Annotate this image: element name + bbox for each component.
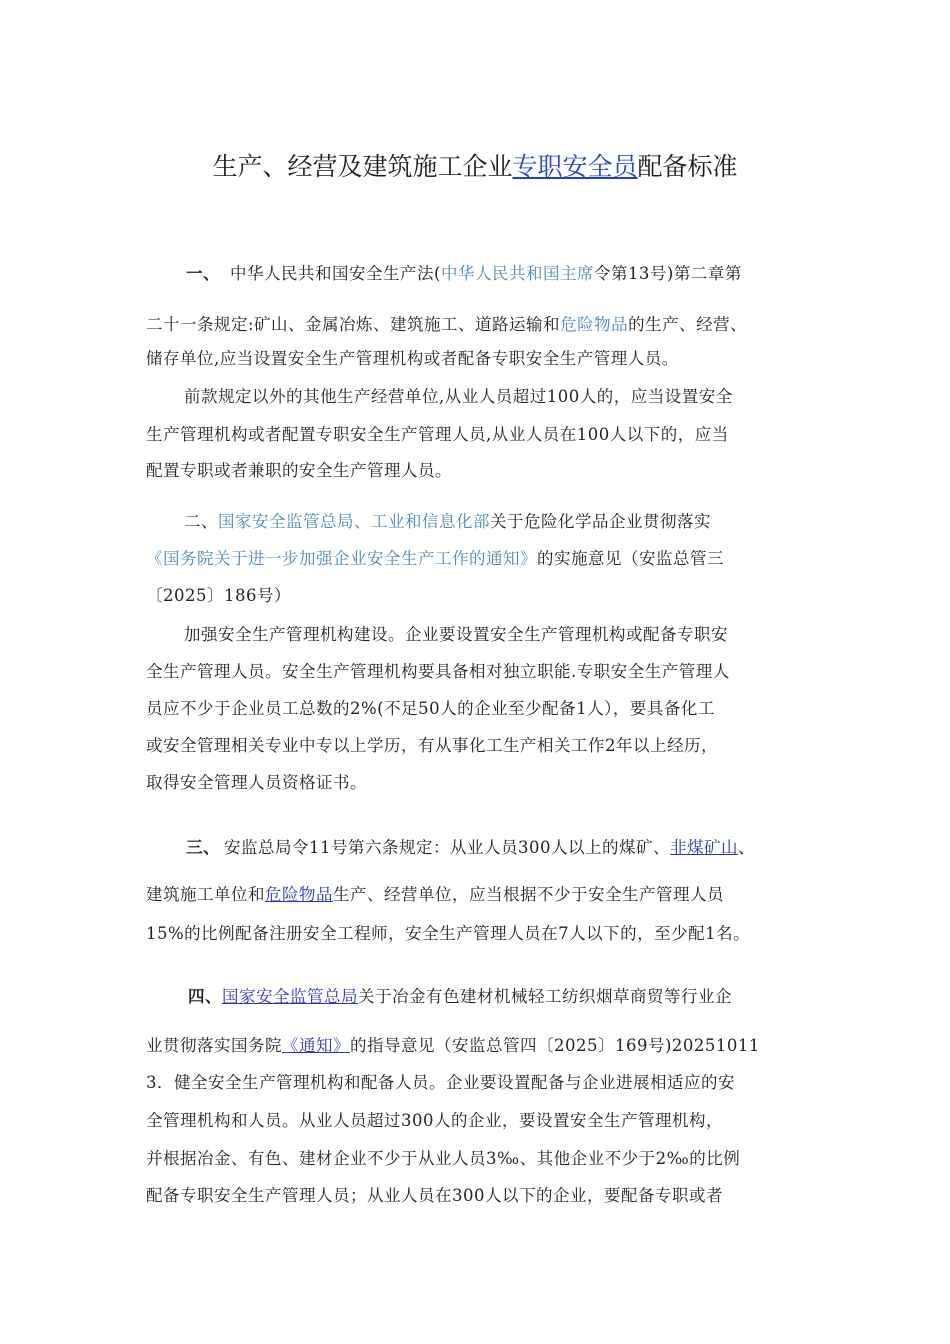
title-suffix: 配备标准 <box>637 152 738 181</box>
s3-text: 建筑施工单位和 <box>146 885 265 904</box>
link-president[interactable]: 中华人民共和国主席 <box>440 264 594 283</box>
s1-text: 令第13号)第二章第 <box>593 264 742 283</box>
s2-line-8: 取得安全管理人员资格证书。 <box>146 773 367 792</box>
s4-text: 关于冶金有色建材机械轻工纺织烟草商贸等行业企 <box>358 987 732 1006</box>
s2-line-6: 员应不少于企业员工总数的2%(不足50人的企业至少配备1人），要具备化工 <box>146 699 715 718</box>
link-safety-bureau-ministry[interactable]: 国家安全监管总局、工业和信息化部 <box>218 512 490 531</box>
s3-line-2 <box>146 885 724 905</box>
s2-text: 的实施意见（安监总管三 <box>537 549 724 568</box>
s1-line-4: 前款规定以外的其他生产经营单位,从业人员超过100人的，应当设置安全 <box>184 387 733 406</box>
s1-number: 一、 <box>186 264 220 283</box>
s1-text: 中华人民共和国安全生产法( <box>230 264 441 283</box>
link-notice[interactable]: 《通知》 <box>282 1036 350 1055</box>
s4-number: 四、 <box>188 987 222 1006</box>
s1-line-1 <box>186 264 742 284</box>
s3-number: 三、 <box>186 838 220 857</box>
s3-line-3: 15%的比例配备注册安全工程师，安全生产管理人员在7人以下的，至少配1名。 <box>146 924 751 943</box>
s2-line-7: 或安全管理相关专业中专以上学历，有从事化工生产相关工作2年以上经历， <box>146 736 718 755</box>
s1-line-6: 配置专职或者兼职的安全生产管理人员。 <box>146 461 452 480</box>
s4-text: 业贯彻落实国务院 <box>146 1036 282 1055</box>
s2-line-1 <box>184 512 711 532</box>
s3-text: 生产、经营单位，应当根据不少于安全生产管理人员 <box>333 885 724 904</box>
link-safety-bureau[interactable]: 国家安全监管总局 <box>222 987 358 1006</box>
s4-line-6: 配备专职安全生产管理人员；从业人员在300人以下的企业，要配备专职或者 <box>146 1186 723 1205</box>
page-title <box>0 147 950 183</box>
s4-text: 的指导意见（安监总管四〔2025〕169号)20251011 <box>350 1036 760 1055</box>
link-dangerous-goods[interactable]: 危险物品 <box>560 315 629 334</box>
s1-text: 二十一条规定:矿山、金属冶炼、建筑施工、道路运输和 <box>146 315 561 334</box>
link-non-coal-mines[interactable]: 非煤矿山 <box>670 838 738 857</box>
s1-line-2 <box>146 315 747 335</box>
title-prefix: 生产、经营及建筑施工企业 <box>212 152 513 181</box>
s4-line-3: 3．健全安全生产管理机构和配备人员。企业要设置配备与企业进展相适应的安 <box>146 1073 735 1092</box>
s4-line-4: 全管理机构和人员。从业人员超过300人的企业，要设置安全生产管理机构， <box>146 1111 723 1130</box>
s2-number: 二、 <box>184 512 218 531</box>
s3-line-1 <box>186 838 755 858</box>
title-link[interactable]: 专职安全员 <box>512 152 638 181</box>
link-state-council-notice[interactable]: 《国务院关于进一步加强企业安全生产工作的通知》 <box>146 549 537 568</box>
s1-line-3: 储存单位,应当设置安全生产管理机构或者配备专职安全生产管理人员。 <box>146 349 679 368</box>
s2-line-2 <box>146 549 724 569</box>
s2-line-5: 全生产管理人员。安全生产管理机构要具备相对独立职能.专职安全生产管理人 <box>146 662 730 681</box>
s2-line-3: 〔2025〕186号） <box>146 586 291 605</box>
s4-line-5: 并根据冶金、有色、建材企业不少于从业人员3‰、其他企业不少于2‰的比例 <box>146 1149 741 1168</box>
s3-text: 、 <box>738 838 755 857</box>
s1-text: 的生产、经营、 <box>628 315 748 334</box>
s4-line-2 <box>146 1036 760 1056</box>
s4-line-1 <box>188 987 732 1007</box>
s1-line-5: 生产管理机构或者配置专职安全生产管理人员,从业人员在100人以下的，应当 <box>146 425 729 444</box>
s2-line-4: 加强安全生产管理机构建设。企业要设置安全生产管理机构或配备专职安 <box>184 625 728 644</box>
s3-text: 安监总局令11号第六条规定：从业人员300人以上的煤矿、 <box>224 838 670 857</box>
s2-text: 关于危险化学品企业贯彻落实 <box>490 512 711 531</box>
link-dangerous-goods-2[interactable]: 危险物品 <box>265 885 333 904</box>
